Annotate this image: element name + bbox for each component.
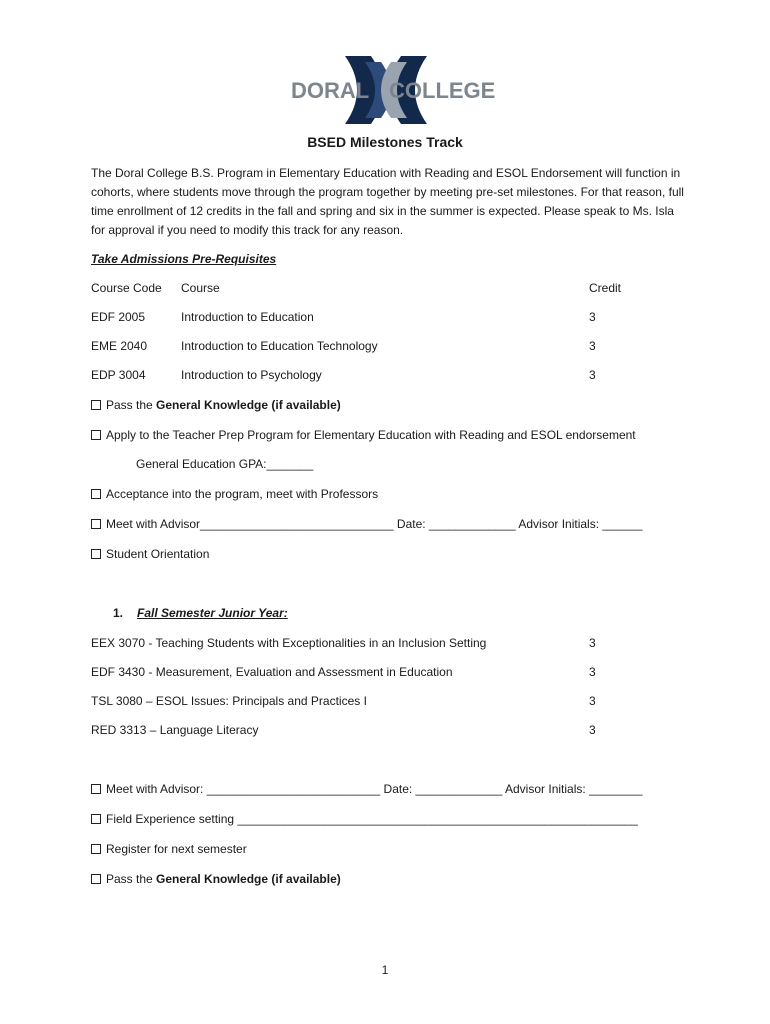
gpa-line: General Education GPA:_______ [136, 457, 314, 471]
fall-credit-3: 3 [589, 694, 596, 708]
logo-right-word: COLLEGE [389, 78, 496, 103]
checklist-meet-advisor-1 [91, 517, 642, 532]
prereq-code-3: EDP 3004 [91, 368, 146, 382]
checklist-orientation [91, 547, 209, 562]
fall-course-4: RED 3313 – Language Literacy [91, 723, 259, 737]
checkbox-icon[interactable] [91, 430, 101, 440]
field-text: Field Experience setting ____________________________________________________________ [106, 812, 638, 826]
prereq-code-1: EDF 2005 [91, 310, 146, 324]
checkbox-icon[interactable] [91, 400, 101, 410]
prereq-course-3: Introduction to Psychology [181, 368, 322, 382]
pass-gk-prefix: Pass the [106, 398, 157, 412]
checkbox-icon[interactable] [91, 519, 101, 529]
checkbox-icon[interactable] [91, 814, 101, 824]
intro-paragraph: The Doral College B.S. Program in Elementary Education with Reading and ESOL Endorsement will function in cohorts, where students move through the program together by meeting pre-set milestones. For that reason, full time enrollment of 12 credits in the fall and spring and six in the summer is expected. Please speak to Ms. Isla for approval if you need to modify this track for any reason. [91, 166, 684, 237]
prereq-credit-2: 3 [589, 339, 596, 353]
prereq-course-1: Introduction to Education [181, 310, 314, 324]
meet-advisor-text-1: Meet with Advisor_____________________________ Date: _____________ Advisor Initials: ______ [106, 517, 643, 531]
checklist-meet-advisor-2 [91, 782, 642, 797]
doral-college-logo [289, 56, 496, 124]
orientation-text: Student Orientation [106, 547, 210, 561]
pass-gk-bold: General Knowledge (if available) [156, 398, 341, 412]
checklist-acceptance [91, 487, 378, 502]
meet-advisor-text-2: Meet with Advisor: __________________________ Date: _____________ Advisor Initials: ________ [106, 782, 643, 796]
checklist-field-experience [91, 812, 638, 827]
logo-left-word: DORAL [291, 78, 370, 103]
fall-course-2: EDF 3430 - Measurement, Evaluation and Assessment in Education [91, 665, 453, 679]
fall-heading: Fall Semester Junior Year: [137, 606, 288, 620]
prereq-course-2: Introduction to Education Technology [181, 339, 378, 353]
fall-credit-1: 3 [589, 636, 596, 650]
register-text: Register for next semester [106, 842, 247, 856]
pass-gk-prefix-2: Pass the [106, 872, 157, 886]
fall-credit-2: 3 [589, 665, 596, 679]
fall-credit-4: 3 [589, 723, 596, 737]
checklist-apply [91, 428, 636, 443]
page-number: 1 [381, 963, 389, 977]
pass-gk-bold-2: General Knowledge (if available) [156, 872, 341, 886]
checkbox-icon[interactable] [91, 784, 101, 794]
checklist-pass-gk-2 [91, 872, 341, 887]
fall-course-1: EEX 3070 - Teaching Students with Exceptionalities in an Inclusion Setting [91, 636, 487, 650]
prereq-credit-1: 3 [589, 310, 596, 324]
checklist-pass-gk-1 [91, 398, 341, 413]
checkbox-icon[interactable] [91, 844, 101, 854]
prereq-code-2: EME 2040 [91, 339, 148, 353]
acceptance-text: Acceptance into the program, meet with Professors [106, 487, 379, 501]
fall-course-3: TSL 3080 – ESOL Issues: Principals and Practices I [91, 694, 367, 708]
apply-text: Apply to the Teacher Prep Program for Elementary Education with Reading and ESOL endorsement [106, 428, 636, 442]
checkbox-icon[interactable] [91, 549, 101, 559]
header-credit: Credit [589, 281, 622, 295]
checkbox-icon[interactable] [91, 489, 101, 499]
prereq-credit-3: 3 [589, 368, 596, 382]
checklist-register [91, 842, 247, 857]
fall-number: 1. [113, 606, 124, 620]
page-title: BSED Milestones Track [307, 134, 463, 150]
header-course: Course [181, 281, 220, 295]
prereq-heading: Take Admissions Pre-Requisites [91, 252, 277, 266]
checkbox-icon[interactable] [91, 874, 101, 884]
header-course-code: Course Code [91, 281, 162, 295]
